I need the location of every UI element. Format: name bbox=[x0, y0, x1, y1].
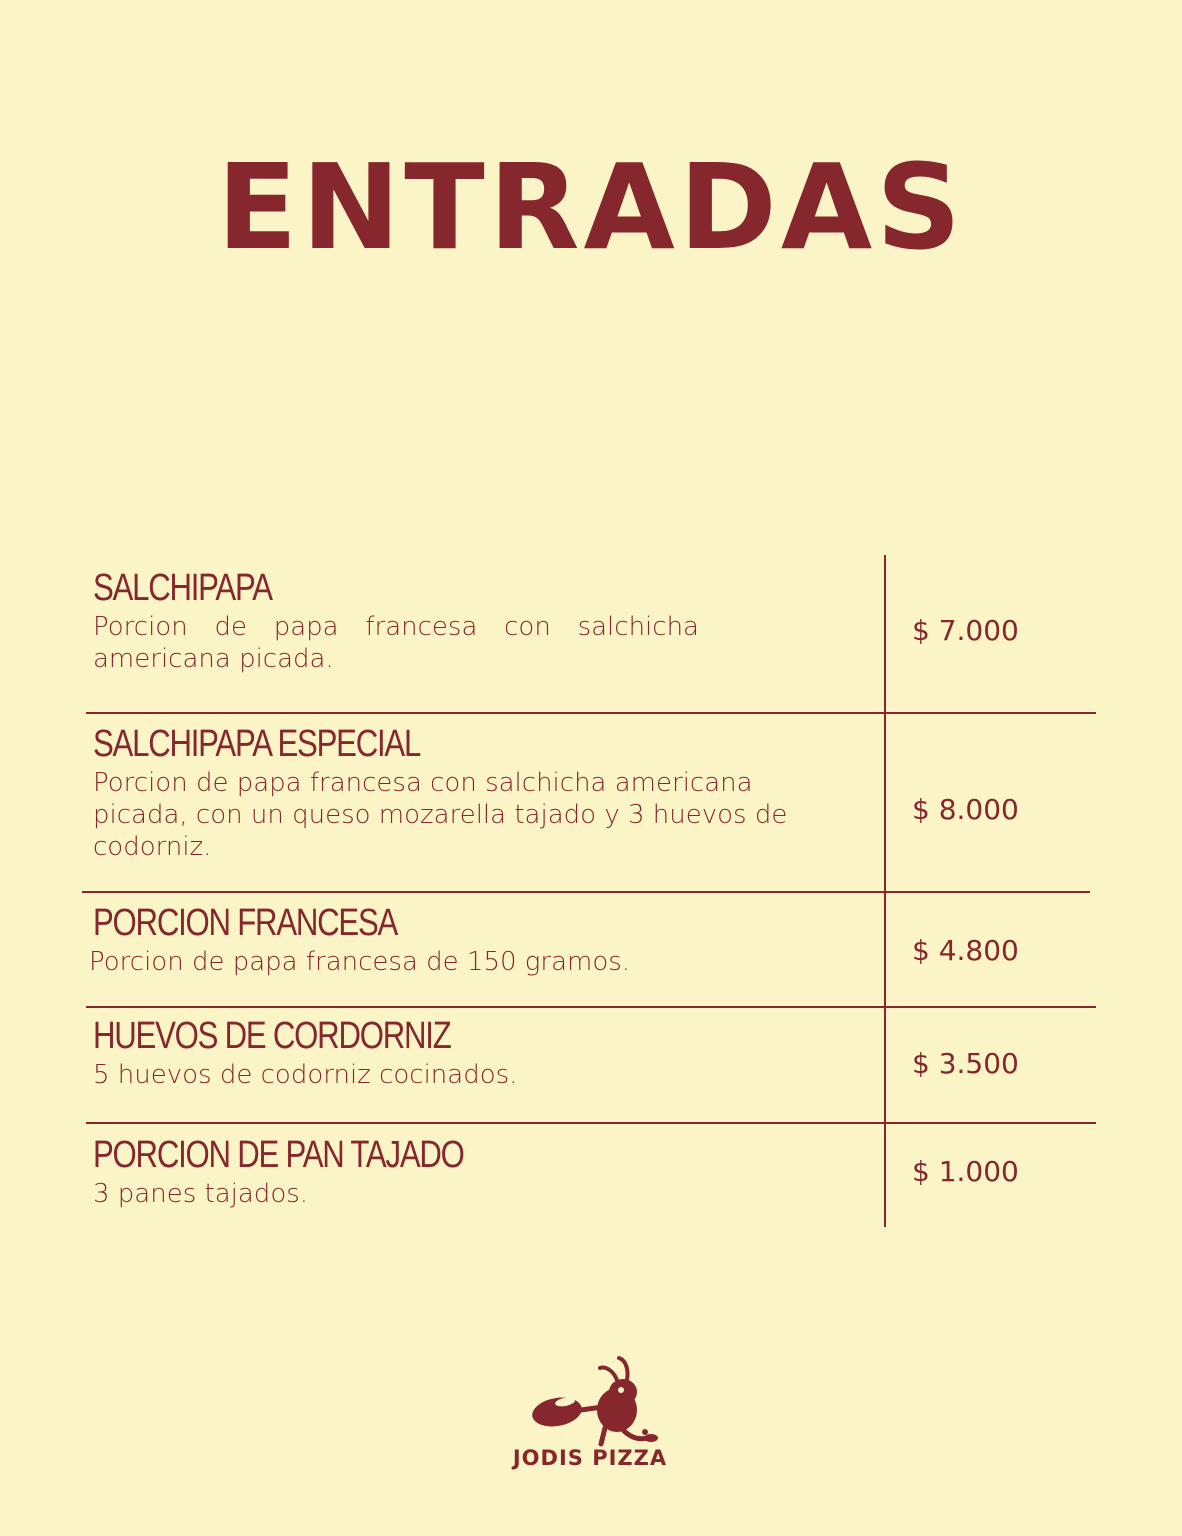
brand-name: JODIS PIZZA bbox=[512, 1446, 668, 1470]
menu-item bbox=[93, 721, 793, 863]
menu-item-price: $ 3.500 bbox=[912, 1047, 1019, 1080]
menu-item-price: $ 8.000 bbox=[912, 793, 1019, 826]
menu-item bbox=[89, 900, 849, 978]
menu-item-name: HUEVOS DE CORDORNIZ bbox=[93, 1015, 451, 1057]
menu-item bbox=[93, 1013, 853, 1091]
menu-item bbox=[93, 1132, 853, 1210]
menu-item-name: PORCION FRANCESA bbox=[93, 902, 398, 944]
row-divider bbox=[86, 1006, 1096, 1008]
menu-item-description: Porcion de papa francesa de 150 gramos. bbox=[89, 947, 631, 977]
menu-item bbox=[93, 565, 699, 675]
menu-item-name: SALCHIPAPA ESPECIAL bbox=[93, 723, 421, 765]
row-divider bbox=[86, 1122, 1096, 1124]
menu-item-price: $ 7.000 bbox=[912, 614, 1019, 647]
row-divider bbox=[86, 712, 1096, 714]
menu-item-description: Porcion de papa francesa con salchicha americana picada, con un queso mozarella tajado y 3 huevos de codorniz. bbox=[93, 768, 788, 862]
menu-item-price: $ 4.800 bbox=[912, 934, 1019, 967]
row-divider bbox=[82, 891, 1090, 893]
page-title: ENTRADAS bbox=[216, 138, 966, 276]
menu-item-description: Porcion de papa francesa con salchicha americana picada. bbox=[93, 612, 699, 674]
menu-item-price: $ 1.000 bbox=[912, 1155, 1019, 1188]
menu-item-name: PORCION DE PAN TAJADO bbox=[93, 1134, 464, 1176]
menu-item-name: SALCHIPAPA bbox=[93, 567, 272, 609]
menu-item-description: 5 huevos de codorniz cocinados. bbox=[93, 1060, 518, 1090]
menu-item-description: 3 panes tajados. bbox=[93, 1179, 309, 1209]
